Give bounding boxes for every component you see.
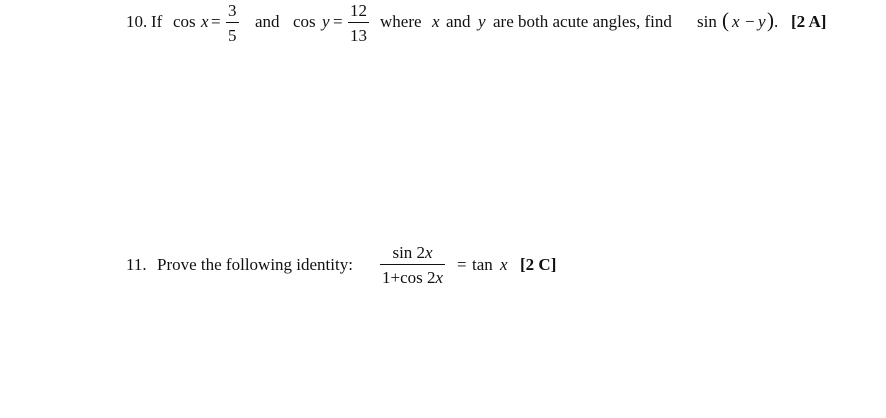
fraction-denominator: 13 bbox=[350, 26, 367, 45]
fraction-numerator: 3 bbox=[228, 1, 237, 20]
sin-label: sin bbox=[697, 12, 717, 31]
variable-y: y bbox=[478, 12, 486, 31]
fraction-bar bbox=[380, 264, 445, 265]
equals-sign: = bbox=[457, 255, 467, 274]
variable-x: x bbox=[435, 268, 444, 287]
equals-sign: = bbox=[211, 12, 221, 31]
period: . bbox=[774, 12, 779, 31]
cos-x-fraction bbox=[226, 2, 239, 44]
cos-label: cos bbox=[293, 12, 316, 31]
variable-x: x bbox=[432, 12, 440, 31]
identity-fraction bbox=[380, 244, 445, 286]
and-text: and bbox=[446, 12, 471, 31]
cos-label: cos bbox=[173, 12, 196, 31]
variable-y: y bbox=[758, 12, 766, 31]
where-text: where bbox=[380, 12, 422, 31]
minus-sign: − bbox=[745, 12, 755, 31]
marks-badge: [2 A] bbox=[791, 12, 827, 31]
close-paren: ) bbox=[767, 8, 774, 32]
question-number: 11. bbox=[126, 255, 147, 274]
if-word: If bbox=[151, 12, 163, 31]
acute-angles-text: are both acute angles, find bbox=[493, 12, 672, 31]
question-number: 10. bbox=[126, 12, 148, 31]
fraction-numerator: 12 bbox=[350, 1, 367, 20]
variable-x: x bbox=[732, 12, 740, 31]
variable-x: x bbox=[500, 255, 508, 274]
fraction-numerator: sin 2x bbox=[392, 243, 433, 262]
variable-x: x bbox=[201, 12, 209, 31]
open-paren: ( bbox=[722, 8, 729, 32]
tan-label: tan bbox=[472, 255, 493, 274]
cos-y-fraction bbox=[348, 2, 369, 44]
variable-x: x bbox=[425, 243, 433, 262]
fraction-denominator: 5 bbox=[228, 26, 237, 45]
and-word: and bbox=[255, 12, 280, 31]
equals-sign: = bbox=[333, 12, 343, 31]
fraction-bar bbox=[348, 22, 369, 23]
fraction-bar bbox=[226, 22, 239, 23]
fraction-denominator: 1+cos 2x bbox=[382, 268, 444, 287]
identity-prompt: Prove the following identity: bbox=[157, 255, 353, 274]
variable-y: y bbox=[322, 12, 330, 31]
marks-badge: [2 C] bbox=[520, 255, 557, 274]
